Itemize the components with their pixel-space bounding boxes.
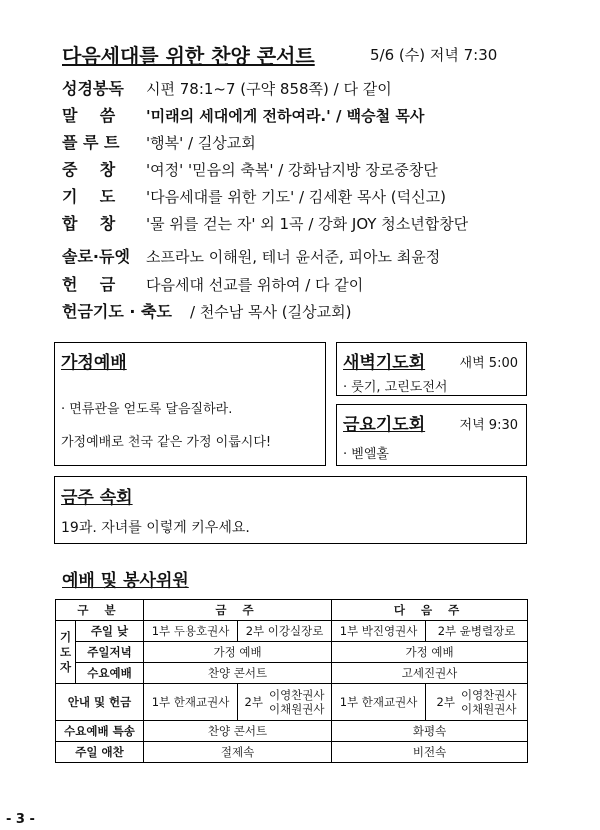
- cell: 2부 이강실장로: [238, 621, 332, 642]
- staff-section-title: 예배 및 봉사위원: [62, 571, 189, 591]
- table-row: [56, 663, 528, 684]
- program-value: '미래의 세대에게 전하여라.' / 백승철 목사: [146, 107, 425, 125]
- cell: 화평속: [332, 721, 528, 742]
- program-label: 말 씀: [62, 106, 116, 125]
- table-row: [56, 642, 528, 663]
- row-label: 주일저녁: [76, 642, 144, 663]
- dawn-prayer-title: 새벽기도회: [343, 353, 426, 373]
- row-label: 안내 및 헌금: [56, 684, 144, 721]
- program-label: 합 창: [62, 214, 116, 233]
- dawn-prayer-time: 새벽 5:00: [459, 356, 518, 371]
- concert-title: 다음세대를 위한 찬양 콘서트: [62, 44, 315, 68]
- cell-part: 이채원권사: [460, 702, 517, 716]
- program-item: [62, 272, 363, 295]
- row-label: 수요예배: [76, 663, 144, 684]
- cell: 2부 윤병렬장로: [426, 621, 528, 642]
- cell: 찬양 콘서트: [144, 663, 332, 684]
- program-item: [62, 299, 351, 322]
- program-value: '여정' '믿음의 축복' / 강화남지방 장로중창단: [146, 161, 438, 179]
- cell-part: 2부: [244, 695, 263, 709]
- cell: 1부 박진영권사: [332, 621, 426, 642]
- cell: [238, 684, 332, 721]
- group-meeting-title: 금주 속회: [61, 488, 133, 508]
- program-item: [62, 103, 424, 126]
- family-worship-box: [54, 342, 326, 466]
- group-meeting-box: [54, 476, 527, 544]
- family-worship-line1: · 면류관을 얻도록 달음질하라.: [61, 402, 233, 417]
- row-label: 수요예배 특송: [56, 721, 144, 742]
- prayer-label-text: 기도자: [59, 629, 72, 674]
- family-worship-line2: 가정예배로 천국 같은 가정 이룹시다!: [61, 435, 272, 450]
- program-item: [62, 157, 438, 180]
- table-row: [56, 721, 528, 742]
- cell: 1부 한재교권사: [144, 684, 238, 721]
- cell: 1부 두용호권사: [144, 621, 238, 642]
- cell: 가정 예배: [332, 642, 528, 663]
- cell: 가정 예배: [144, 642, 332, 663]
- program-label: 플 루 트: [62, 133, 120, 152]
- row-label: 주일 낮: [76, 621, 144, 642]
- concert-datetime: 5/6 (수) 저녁 7:30: [370, 46, 498, 64]
- friday-prayer-box: [336, 404, 527, 466]
- cell: [426, 684, 528, 721]
- program-item: [62, 244, 440, 267]
- program-label: 솔로·듀엣: [62, 247, 130, 266]
- row-label: 주일 애찬: [56, 742, 144, 763]
- cell-part: 이채원권사: [268, 702, 325, 716]
- program-label: 기 도: [62, 187, 116, 206]
- program-item: [62, 76, 392, 99]
- program-label: 헌금기도 · 축도: [62, 302, 172, 321]
- cell-part: 2부: [436, 695, 455, 709]
- program-value: '물 위를 걷는 자' 외 1곡 / 강화 JOY 청소년합창단: [146, 215, 469, 233]
- program-label: 중 창: [62, 160, 116, 179]
- cell: 고세진권사: [332, 663, 528, 684]
- cell-part: 이영찬권사: [460, 688, 517, 702]
- group-meeting-text: 19과. 자녀를 이렇게 키우세요.: [61, 520, 250, 536]
- family-worship-title: 가정예배: [61, 353, 127, 373]
- cell: 절제속: [144, 742, 332, 763]
- cell-part: 이영찬권사: [268, 688, 325, 702]
- header-next-week: 다 음 주: [332, 600, 528, 621]
- program-label: 성경봉독: [62, 79, 124, 98]
- program-value: '행복' / 길상교회: [146, 134, 256, 152]
- program-value: / 천수남 목사 (길상교회): [190, 303, 352, 321]
- program-value: 시편 78:1~7 (구약 858쪽) / 다 같이: [146, 80, 392, 98]
- program-item: [62, 184, 446, 207]
- dawn-prayer-text: · 룻기, 고린도전서: [343, 380, 448, 395]
- program-value: 다음세대 선교를 위하여 / 다 같이: [146, 276, 364, 294]
- table-row: [56, 742, 528, 763]
- cell: 1부 한재교권사: [332, 684, 426, 721]
- cell: 찬양 콘서트: [144, 721, 332, 742]
- friday-prayer-text: · 벧엘홀: [343, 447, 389, 462]
- program-value: '다음세대를 위한 기도' / 김세환 목사 (덕신고): [146, 188, 446, 206]
- program-item: [62, 130, 256, 153]
- table-row: [56, 684, 528, 721]
- header-category: 구 분: [56, 600, 144, 621]
- table-row: [56, 621, 528, 642]
- friday-prayer-time: 저녁 9:30: [459, 418, 518, 433]
- cell: 비전속: [332, 742, 528, 763]
- table-header-row: [56, 600, 528, 621]
- program-label: 헌 금: [62, 275, 116, 294]
- prayer-label: [56, 621, 76, 684]
- page-number: - 3 -: [6, 812, 35, 827]
- staff-table: [55, 599, 528, 763]
- program-item: [62, 211, 468, 234]
- friday-prayer-title: 금요기도회: [343, 415, 426, 435]
- dawn-prayer-box: [336, 342, 527, 396]
- program-value: 소프라노 이해원, 테너 윤서준, 피아노 최윤정: [146, 248, 441, 266]
- header-this-week: 금 주: [144, 600, 332, 621]
